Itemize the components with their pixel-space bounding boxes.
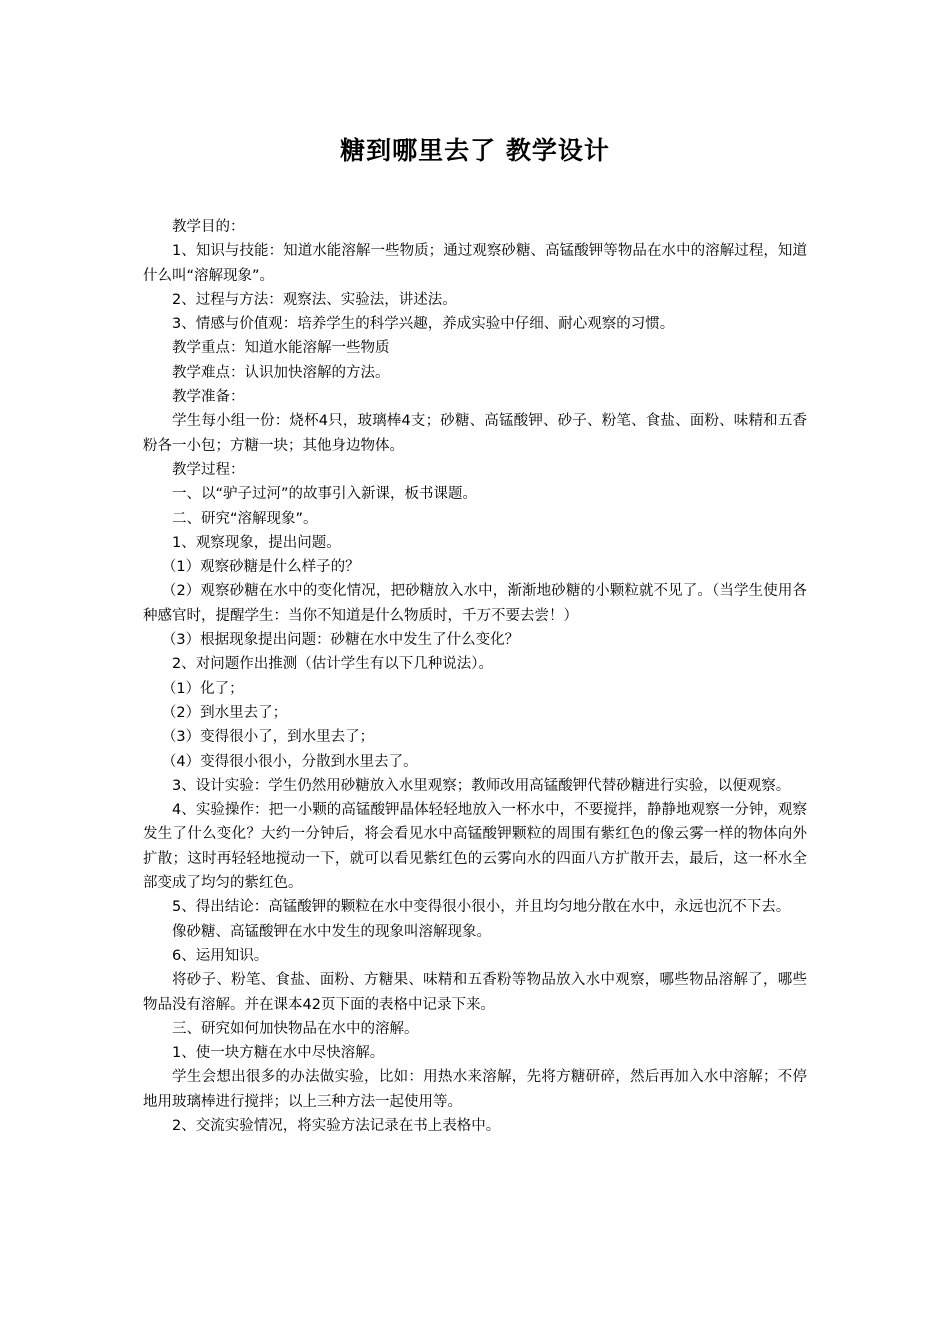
paragraph: 1、观察现象，提出问题。 (172, 534, 341, 551)
paragraph: 学生每小组一份：烧杯4只，玻璃棒4支；砂糖、高锰酸钾、砂子、粉笔、食盐、面粉、味精和五香粉各一小包；方糖一块；其他身边物体。 (143, 413, 807, 454)
paragraph: （4）变得很小很小，分散到水里去了。 (161, 753, 418, 770)
paragraph: 教学过程： (172, 461, 245, 478)
paragraph: 3、情感与价值观：培养学生的科学兴趣，养成实验中仔细、耐心观察的习惯。 (172, 316, 675, 333)
document-body (143, 215, 807, 1138)
paragraph: 6、运用知识。 (172, 947, 269, 964)
paragraph: 1、使一块方糖在水中尽快溶解。 (172, 1045, 385, 1062)
paragraph: （3）根据现象提出问题：砂糖在水中发生了什么变化？ (161, 632, 520, 649)
paragraph: 3、设计实验：学生仍然用砂糖放入水里观察；教师改用高锰酸钾代替砂糖进行实验，以便观察。 (172, 777, 791, 794)
paragraph: （3）变得很小了，到水里去了； (161, 729, 375, 746)
paragraph: 二、研究“溶解现象”。 (172, 510, 318, 527)
paragraph: 2、交流实验情况，将实验方法记录在书上表格中。 (172, 1117, 501, 1134)
paragraph: 将砂子、粉笔、食盐、面粉、方糖果、味精和五香粉等物品放入水中观察，哪些物品溶解了，哪些物品没有溶解。并在课本42页下面的表格中记录下来。 (143, 972, 807, 1013)
paragraph: 教学难点：认识加快溶解的方法。 (172, 364, 390, 381)
paragraph: （1）化了； (161, 680, 244, 697)
paragraph: （1）观察砂糖是什么样子的？ (161, 559, 360, 576)
paragraph: 一、以“驴子过河”的故事引入新课，板书课题。 (172, 486, 478, 503)
paragraph: （2）到水里去了； (161, 704, 288, 721)
paragraph: 5、得出结论：高锰酸钾的颗粒在水中变得很小很小，并且均匀地分散在水中，永远也沉不下去。 (172, 899, 791, 916)
paragraph: 2、过程与方法：观察法、实验法，讲述法。 (172, 291, 457, 308)
paragraph: 三、研究如何加快物品在水中的溶解。 (172, 1020, 419, 1037)
paragraph: 2、对问题作出推测（估计学生有以下几种说法）。 (172, 656, 493, 673)
paragraph: （2）观察砂糖在水中的变化情况，把砂糖放入水中，渐渐地砂糖的小颗粒就不见了。（当学生使用各种感官时，提醒学生：当你不知道是什么物质时，千万不要去尝！） (143, 583, 807, 624)
paragraph: 教学准备： (172, 389, 245, 406)
paragraph: 教学重点：知道水能溶解一些物质 (172, 340, 390, 357)
paragraph: 像砂糖、高锰酸钾在水中发生的现象叫溶解现象。 (172, 923, 491, 940)
document-title: 糖到哪里去了 教学设计 (340, 136, 610, 165)
paragraph: 1、知识与技能：知道水能溶解一些物质；通过观察砂糖、高锰酸钾等物品在水中的溶解过程，知道什么叫“溶解现象”。 (143, 243, 807, 284)
paragraph: 教学目的： (172, 219, 245, 235)
paragraph: 4、实验操作：把一小颗的高锰酸钾晶体轻轻地放入一杯水中，不要搅拌，静静地观察一分钟，观察发生了什么变化？大约一分钟后，将会看见水中高锰酸钾颗粒的周围有紫红色的像云雾一样的物体向外扩散；这时再轻轻地搅动一下，就可以看见紫红色的云雾向水的四面八方扩散开去，最后，这一杯水全部变成了均匀的紫红色。 (143, 802, 807, 892)
paragraph: 学生会想出很多的办法做实验，比如：用热水来溶解，先将方糖研碎，然后再加入水中溶解；不停地用玻璃棒进行搅拌；以上三种方法一起使用等。 (143, 1069, 807, 1110)
